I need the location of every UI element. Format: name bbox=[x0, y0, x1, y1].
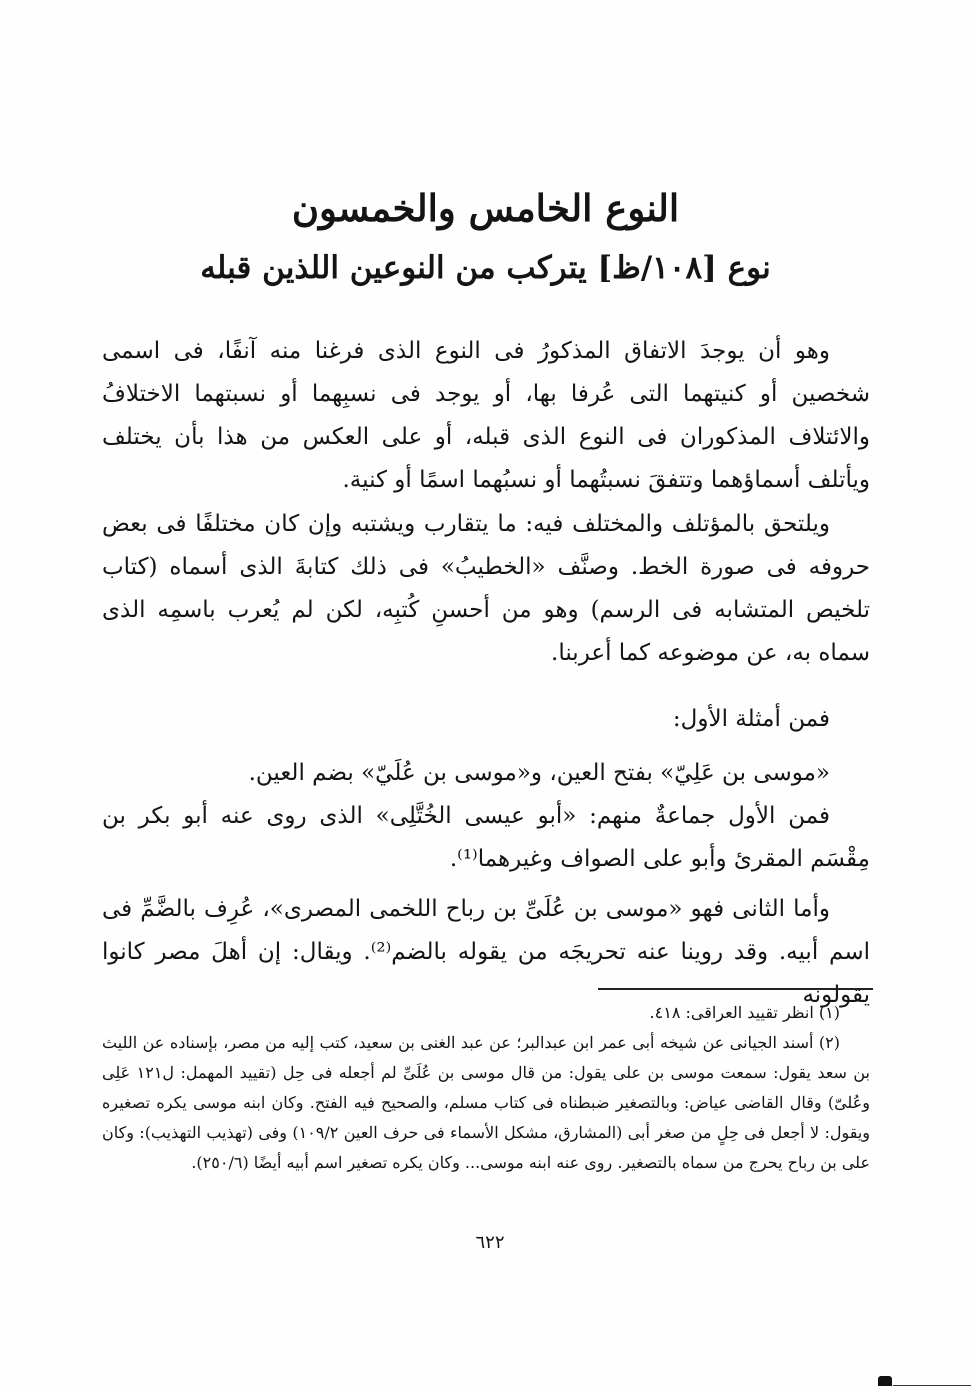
footnote-2: (٢) أسند الجيانى عن شيخه أبى عمر ابن عبدالبر؛ عن عبد الغنى بن سعيد، كتب إليه من مصر، بإسناده عن الليث بن سعد يقول: سمعت موسى بن على يقول: من قال موسى بن عُلَىِّ لم أجعله فى حِل (تقييد المهمل: ل١٢١ عَلِى وعُلىّ) وقال القاضى عياض: وبالتصغير ضبطناه فى كتاب مسلم، والصحيح فيه الفتح. وكان ابنه موسى يكره تصغيره ويقول: لا أجعل فى حِلٍ من صغر أبى (المشارق، مشكل الأسماء فى حرف العين ١٠٩/٢) وفى (تهذيب التهذيب): وكان على بن رباح يحرج من سماه بالتصغير. روى عنه ابنه موسى... وكان يكره تصغير اسم أبيه أيضًا (٢٥٠/٦). bbox=[102, 1033, 871, 1172]
body-paragraph: «موسى بن عَلِيّ» بفتح العين، و«موسى بن عُلَيّ» بضم العين. bbox=[248, 760, 830, 786]
paragraph-block-2 bbox=[102, 503, 870, 675]
body-paragraph: ويلتحق بالمؤتلف والمختلف فيه: ما يتقارب ويشتبه وإن كان مختلفًا فى بعض حروفه فى صورة الخط. وصنَّف «الخطيبُ» فى ذلك كتابةَ الذى أسماه (كتاب تلخيص المتشابه فى الرسم) وهو من أحسنِ كُتبِه، لكن لم يُعرب باسمِه الذى سماه به، عن موضوعه كما أعربنا. bbox=[102, 511, 870, 666]
body-paragraph: وهو أن يوجدَ الاتفاق المذكورُ فى النوع الذى فرغنا منه آنفًا، فى اسمى شخصين أو كنيتهما التى عُرفا بها، أو يوجد فى نسبِهما أو نسبتهما الاختلافُ والائتلاف المذكوران فى النوع الذى قبله، أو على العكس من هذا بأن يختلف ويأتلف أسماؤهما وتتفقَ نسبتُهما أو نسبُهما اسمًا أو كنية. bbox=[102, 338, 870, 493]
body-paragraph: فمن الأول جماعةٌ منهم: «أبو عيسى الخُتَّلِى» الذى روى عنه أبو بكر بن مِقْسَم المقرئ وأبو على الصواف وغيرهما⁽¹⁾. bbox=[102, 803, 870, 872]
scan-edge-line bbox=[893, 1385, 971, 1386]
paragraph-block-4 bbox=[102, 752, 870, 881]
footnote-separator bbox=[598, 988, 873, 990]
scan-mark bbox=[878, 1376, 892, 1386]
chapter-title: النوع الخامس والخمسون bbox=[291, 186, 680, 230]
chapter-subtitle: نوع [١٠٨/ظ] يتركب من النوعين اللذين قبله bbox=[200, 250, 771, 286]
footnotes bbox=[102, 998, 870, 1178]
page-number: ٦٢٢ bbox=[475, 1232, 505, 1253]
paragraph-block-1 bbox=[102, 330, 870, 502]
paragraph-block-3 bbox=[102, 698, 870, 741]
examples-heading: فمن أمثلة الأول: bbox=[672, 706, 830, 732]
body-paragraph: وأما الثانى فهو «موسى بن عُلَىِّ بن رباح اللخمى المصرى»، عُرِف بالضَّمِّ فى اسم أبيه. وقد روينا عنه تحريجَه من يقوله بالضم⁽²⁾. ويقال: إن أهلَ مصر كانوا يقولونه bbox=[102, 896, 870, 1008]
footnote-1: (١) انظر تقييد العراقى: ٤١٨. bbox=[649, 1003, 840, 1022]
